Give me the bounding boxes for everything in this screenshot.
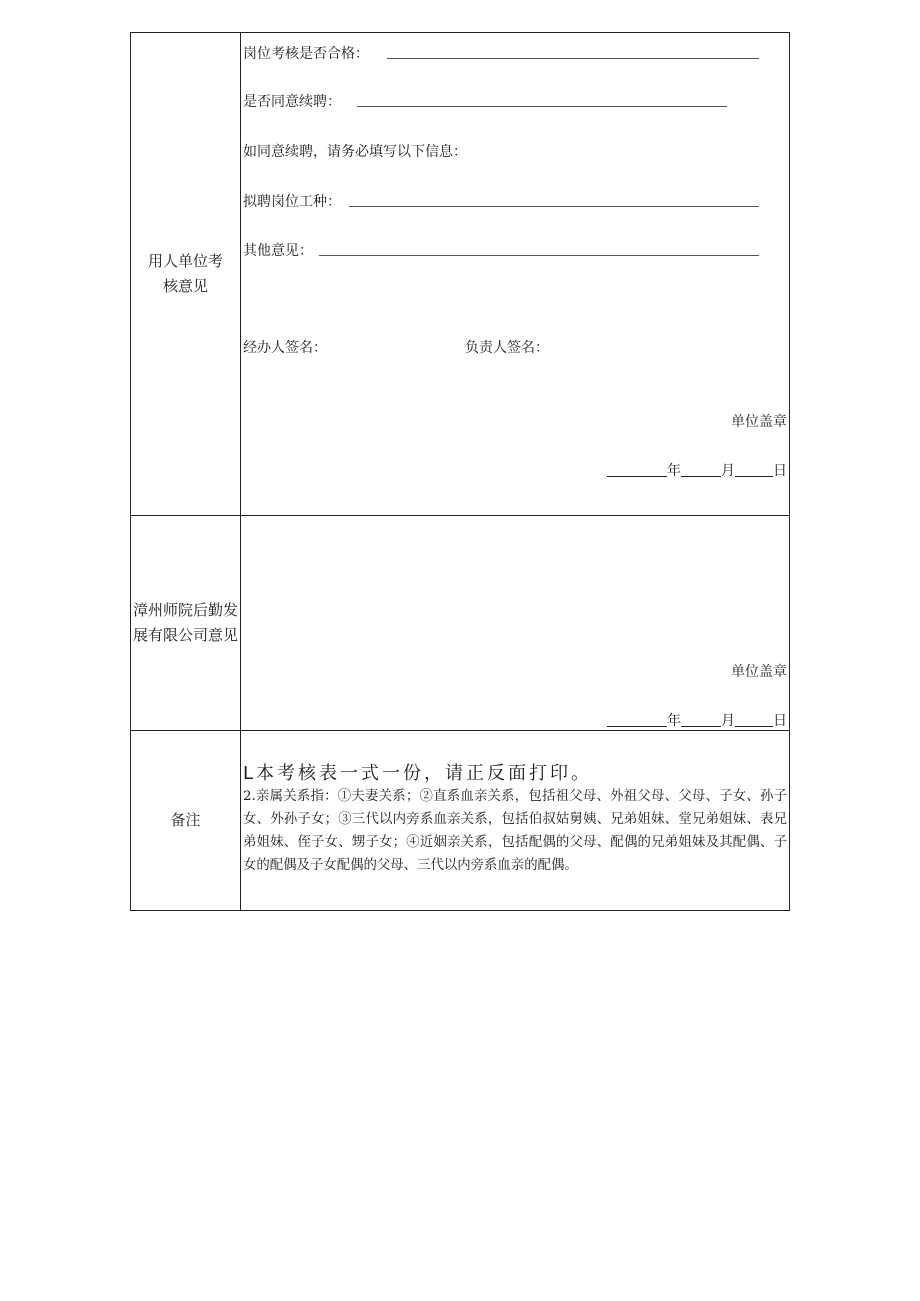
employer-opinion-label-line2: 核意见 (162, 277, 208, 295)
leader-signature-label: 负责人签名： (465, 340, 549, 356)
employer-opinion-row (131, 33, 790, 516)
company-year-label: 年 (667, 713, 681, 729)
company-opinion-row (131, 516, 790, 731)
qualified-input-line[interactable] (387, 58, 759, 59)
employer-seal-label: 单位盖章 (731, 414, 787, 430)
renew-label: 是否同意续聘： (243, 94, 341, 110)
company-date-line (607, 710, 787, 730)
company-opinion-label-cell (131, 516, 241, 731)
employer-year-label: 年 (667, 463, 681, 479)
renew-input-line[interactable] (357, 106, 727, 107)
company-opinion-label-line2: 展有限公司意见 (132, 626, 238, 644)
employer-month-label: 月 (721, 463, 735, 479)
qualified-label: 岗位考核是否合格： (243, 46, 369, 62)
employer-opinion-content (241, 33, 790, 516)
company-day-label: 日 (773, 713, 787, 729)
remarks-label: 备注 (170, 811, 201, 829)
position-label: 拟聘岗位工种： (243, 194, 341, 210)
employer-year-blank[interactable] (607, 462, 667, 477)
other-opinion-input-line[interactable] (319, 255, 759, 256)
position-input-line[interactable] (349, 206, 759, 207)
employer-opinion-label-cell (131, 33, 241, 516)
company-year-blank[interactable] (607, 712, 667, 727)
employer-day-label: 日 (773, 463, 787, 479)
renew-instruction: 如同意续聘，请务必填写以下信息： (243, 144, 467, 160)
remarks-row (131, 731, 790, 911)
company-day-blank[interactable] (735, 712, 773, 727)
company-month-label: 月 (721, 713, 735, 729)
remarks-note-print: L本考核表一式一份，请正反面打印。 (243, 763, 593, 784)
other-opinion-label: 其他意见： (243, 243, 313, 259)
employer-day-blank[interactable] (735, 462, 773, 477)
employer-date-line (607, 460, 787, 480)
company-opinion-label-line1: 漳州师院后勤发 (132, 601, 238, 619)
remarks-content (241, 731, 790, 911)
company-opinion-content (241, 516, 790, 731)
assessment-form-table (130, 32, 790, 911)
employer-month-blank[interactable] (681, 462, 721, 477)
company-month-blank[interactable] (681, 712, 721, 727)
employer-opinion-label-line1: 用人单位考 (147, 252, 223, 270)
remarks-label-cell (131, 731, 241, 911)
handler-signature-label: 经办人签名： (243, 340, 327, 356)
remarks-note-relatives: 2.亲属关系指：①夫妻关系；②直系血亲关系，包括祖父母、外祖父母、父母、子女、孙子女、外孙子女；③三代以内旁系血亲关系，包括伯叔姑舅姨、兄弟姐妹、堂兄弟姐妹、表兄弟姐妹、侄子女、甥子女；④近姻亲关系，包括配偶的父母、配偶的兄弟姐妹及其配偶、子女的配偶及子女配偶的父母、三代以内旁系血亲的配偶。 (243, 789, 787, 873)
company-seal-label: 单位盖章 (731, 664, 787, 680)
